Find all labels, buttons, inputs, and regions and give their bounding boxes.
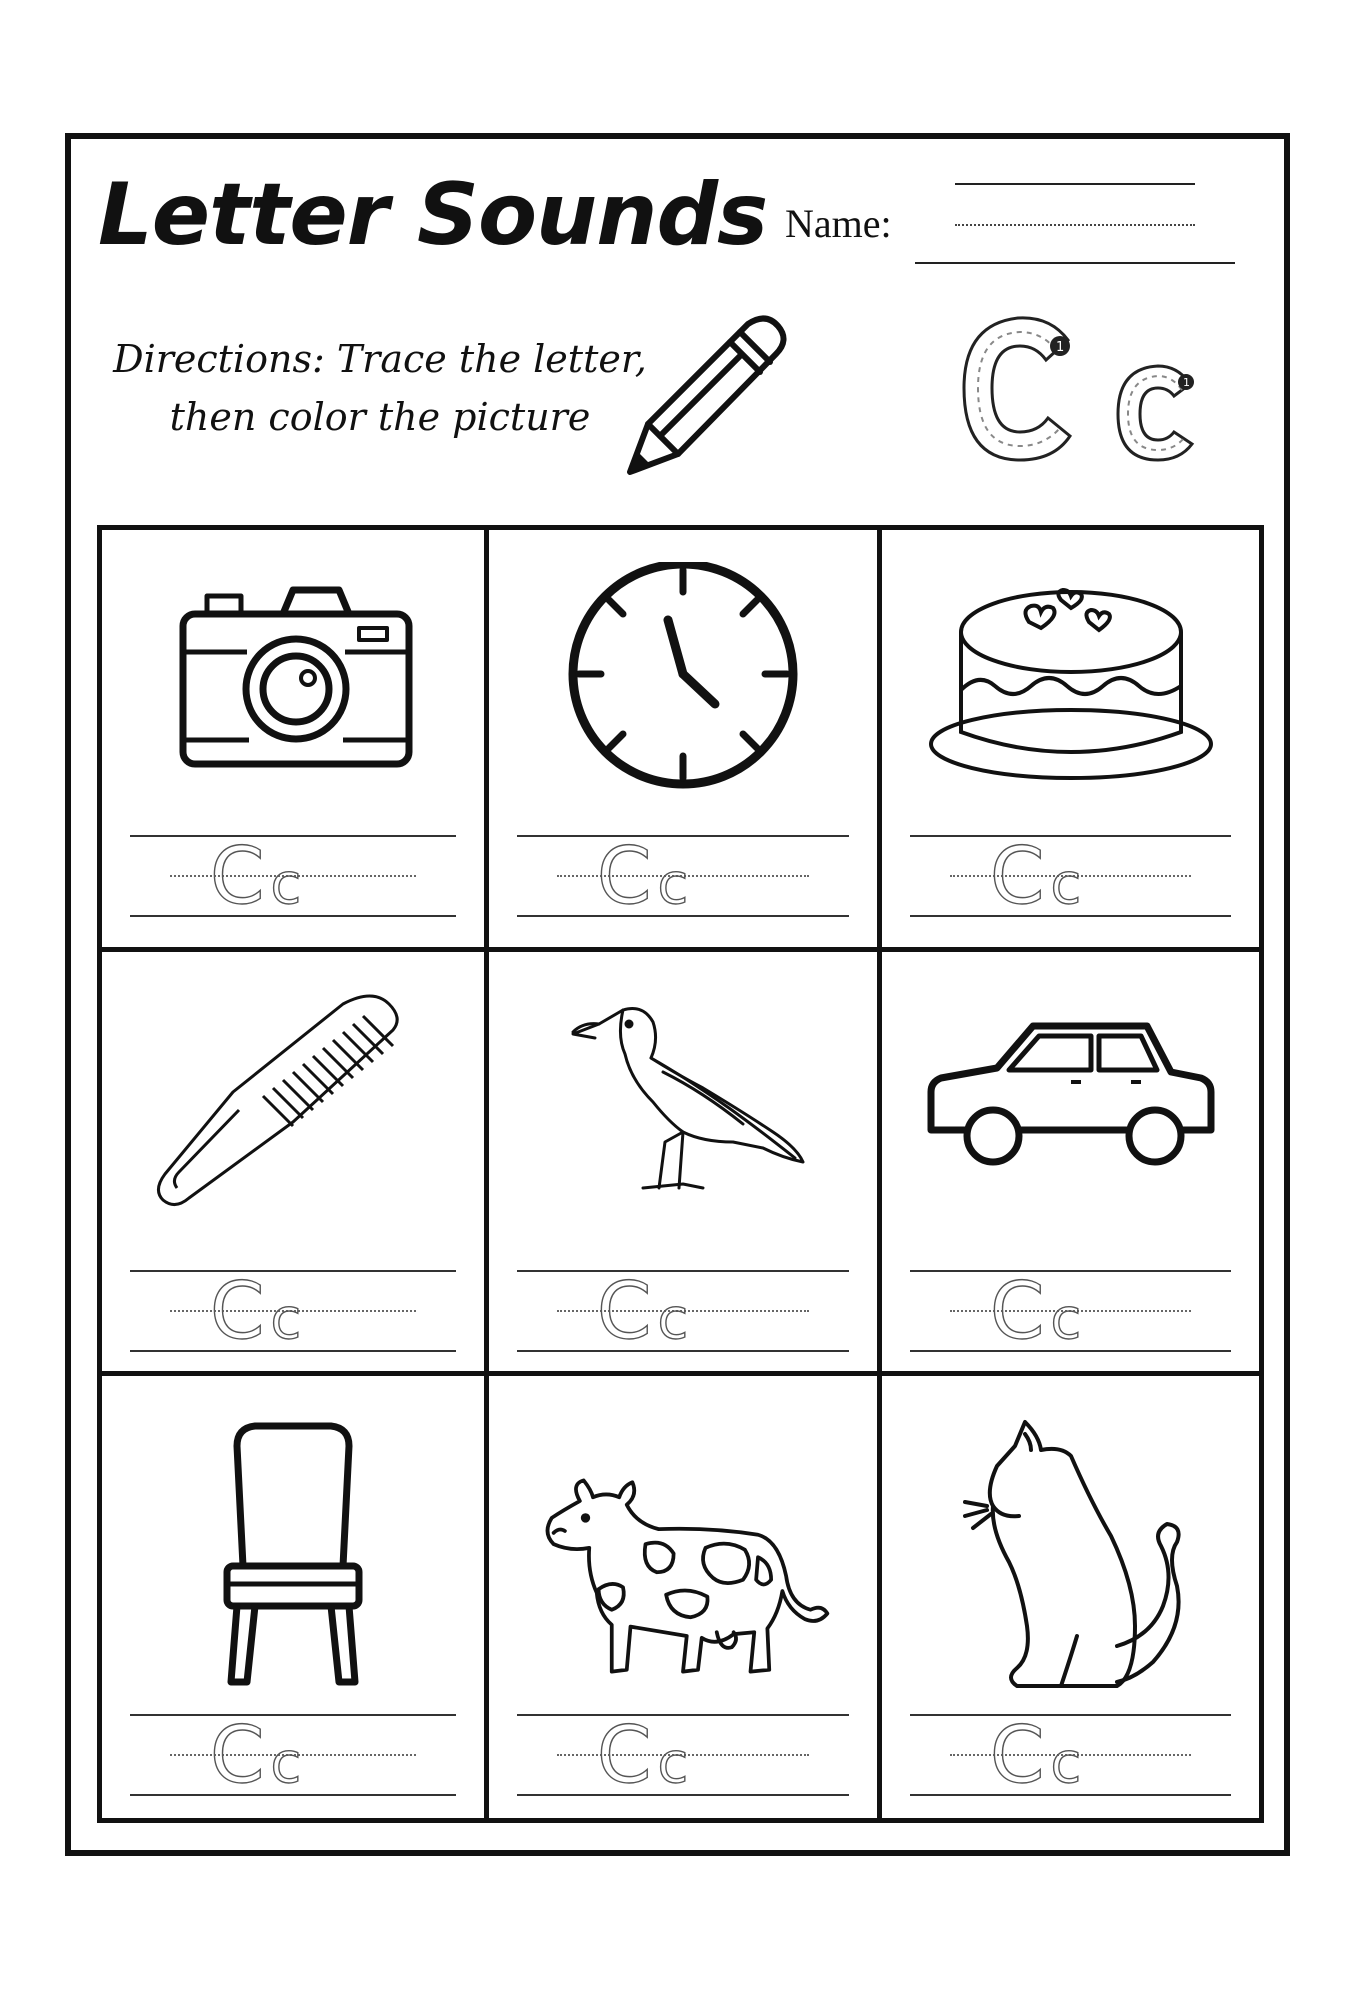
tracing-row[interactable]: [517, 1711, 849, 1801]
tracing-row[interactable]: [910, 1711, 1231, 1801]
clock-icon: [533, 562, 833, 792]
letter-c-tracing-guide-icon: [950, 310, 1210, 470]
car-icon: [921, 1012, 1221, 1242]
tracing-letters: Cc: [990, 1711, 1088, 1801]
cat-icon: [921, 1406, 1221, 1696]
tracing-letters: Cc: [210, 1267, 308, 1357]
name-label: Name:: [785, 201, 892, 246]
cell-camera: [102, 530, 489, 952]
tracing-letters: Cc: [597, 1711, 695, 1801]
tracing-letters: Cc: [210, 1711, 308, 1801]
camera-icon: [143, 562, 443, 792]
cell-comb: [102, 952, 489, 1376]
directions-line-2: then color the picture: [169, 395, 591, 439]
chair-icon: [143, 1406, 443, 1696]
cell-cat: [882, 1376, 1259, 1818]
picture-grid: [97, 525, 1264, 1823]
tracing-letters: Cc: [597, 1267, 695, 1357]
directions-line-1: Directions: Trace the letter,: [113, 337, 647, 381]
tracing-letters: Cc: [597, 832, 695, 922]
cell-clock: [489, 530, 882, 952]
page-title: Letter Sounds: [98, 165, 768, 265]
name-line-base[interactable]: [915, 262, 1235, 264]
tracing-row[interactable]: [130, 1267, 456, 1357]
directions: [110, 330, 650, 446]
tracing-row[interactable]: [910, 832, 1231, 922]
cake-icon: [921, 562, 1221, 792]
cell-chair: [102, 1376, 489, 1818]
cow-icon: [533, 1456, 833, 1696]
tracing-row[interactable]: [517, 1267, 849, 1357]
svg-text:1: 1: [1056, 340, 1065, 355]
tracing-letters: Cc: [210, 832, 308, 922]
pencil-icon: [620, 312, 790, 482]
cell-cow: [489, 1376, 882, 1818]
tracing-letters: Cc: [990, 832, 1088, 922]
tracing-letters: Cc: [990, 1267, 1088, 1357]
crow-icon: [533, 992, 833, 1222]
svg-text:1: 1: [1183, 376, 1190, 389]
tracing-row[interactable]: [130, 1711, 456, 1801]
name-line-top[interactable]: [955, 183, 1195, 185]
cell-car: [882, 952, 1259, 1376]
cell-crow: [489, 952, 882, 1376]
tracing-row[interactable]: [130, 832, 456, 922]
name-line-middle: [955, 224, 1195, 226]
cell-cake: [882, 530, 1259, 952]
comb-icon: [143, 984, 443, 1214]
tracing-row[interactable]: [910, 1267, 1231, 1357]
tracing-row[interactable]: [517, 832, 849, 922]
